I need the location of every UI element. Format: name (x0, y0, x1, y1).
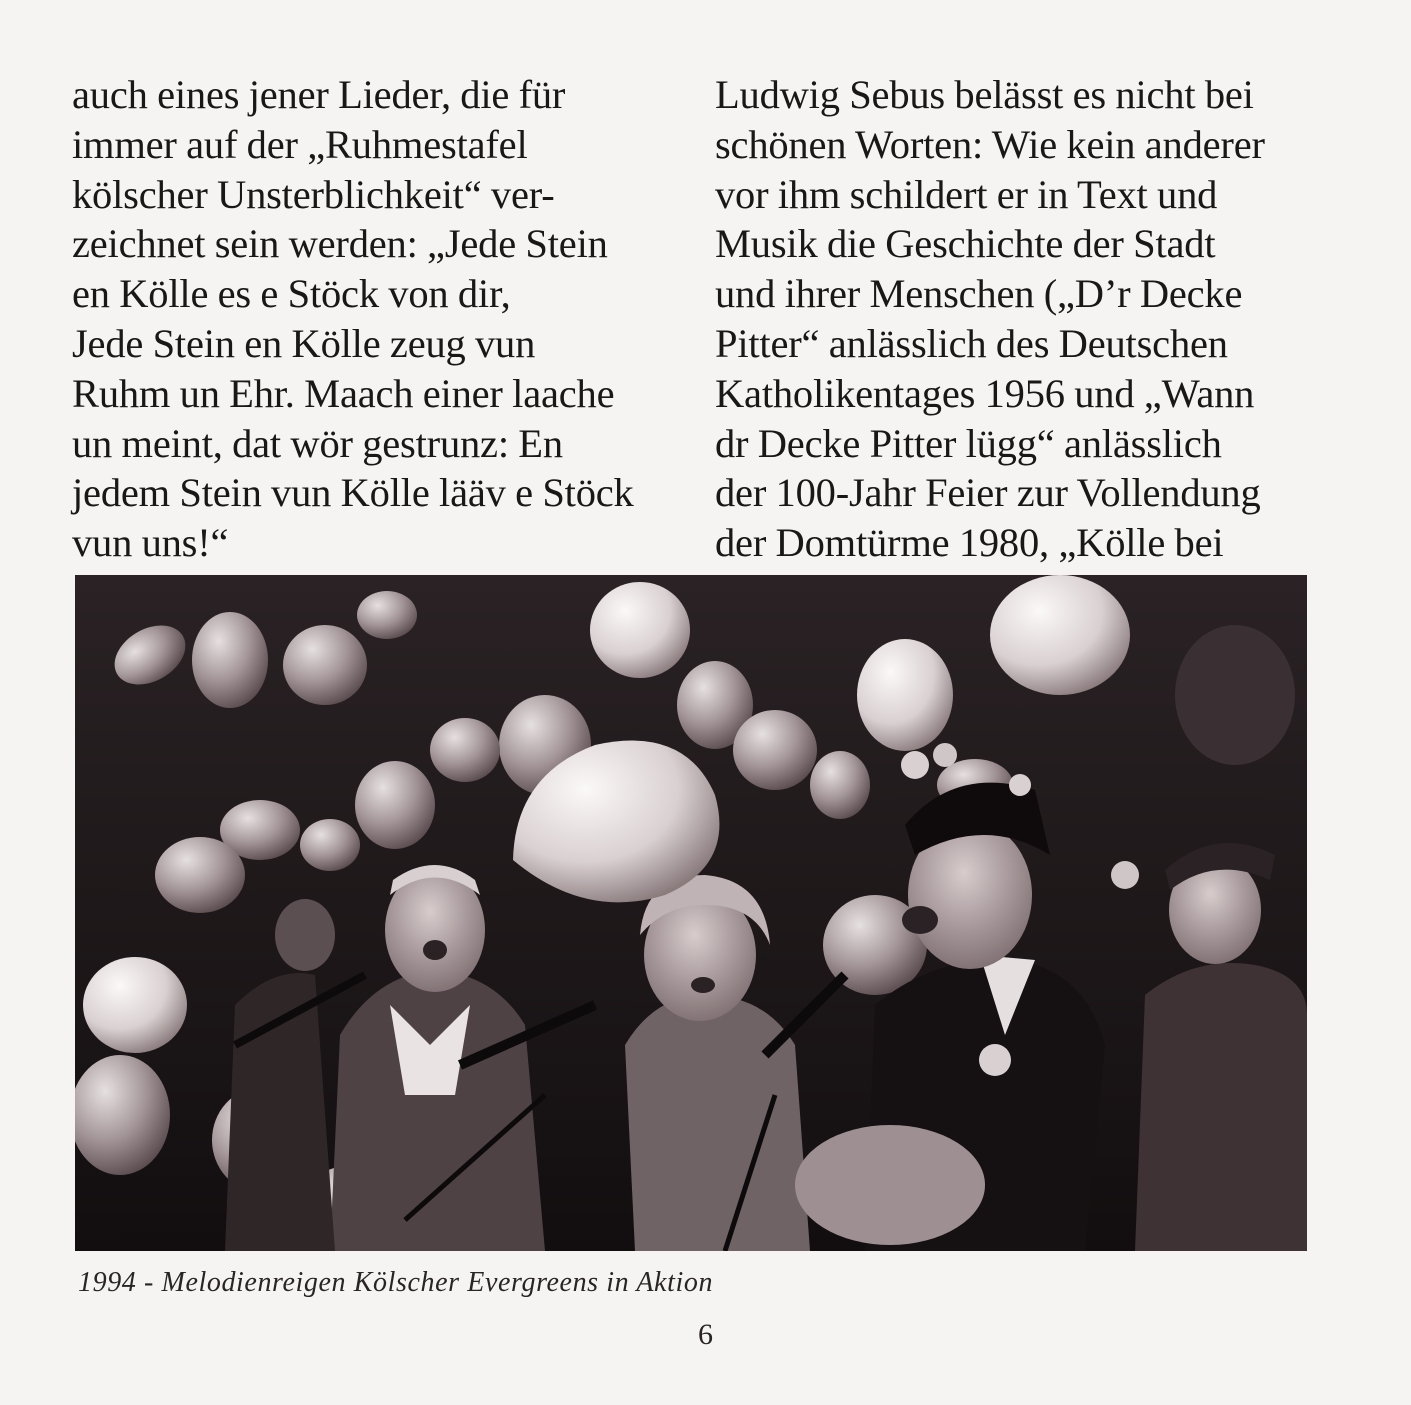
text-line: Musik die Geschichte der Stadt (715, 221, 1216, 267)
text-line: Pitter“ anlässlich des Deutschen (715, 320, 1228, 366)
left-text-column (72, 70, 672, 568)
text-line: jedem Stein vun Kölle lääv e Stöck (72, 470, 634, 516)
text-line: Katholikentages 1956 und „Wann (715, 370, 1255, 416)
text-line: Ludwig Sebus belässt es nicht bei (715, 72, 1254, 117)
text-line: en Kölle es e Stöck von dir, (72, 271, 511, 317)
text-line: vor ihm schildert er in Text und (715, 171, 1218, 217)
text-line: der Domtürme 1980, „Kölle bei (715, 520, 1224, 566)
text-line: dr Decke Pitter lügg“ anlässlich (715, 420, 1222, 466)
text-line: und ihrer Menschen („D’r Decke (715, 271, 1243, 317)
text-line: Jede Stein en Kölle zeug vun (72, 320, 536, 366)
photo-caption: 1994 - Melodienreigen Kölscher Evergreens in Aktion (78, 1267, 714, 1298)
text-line: Ruhm un Ehr. Maach einer laache (72, 370, 615, 416)
text-line: auch eines jener Lieder, die für (72, 72, 566, 117)
text-line: un meint, dat wör gestrunz: En (72, 420, 563, 466)
text-line: vun uns!“ (72, 520, 229, 566)
text-line: kölscher Unsterblichkeit“ ver- (72, 171, 555, 217)
text-line: schönen Worten: Wie kein anderer (715, 121, 1265, 167)
page-number: 6 (698, 1318, 713, 1351)
text-line: der 100-Jahr Feier zur Vollendung (715, 470, 1261, 516)
text-line: immer auf der „Ruhmestafel (72, 121, 528, 167)
right-text-column (715, 70, 1315, 568)
text-line: zeichnet sein werden: „Jede Stein (72, 221, 608, 267)
carnival-photo (75, 575, 1307, 1251)
